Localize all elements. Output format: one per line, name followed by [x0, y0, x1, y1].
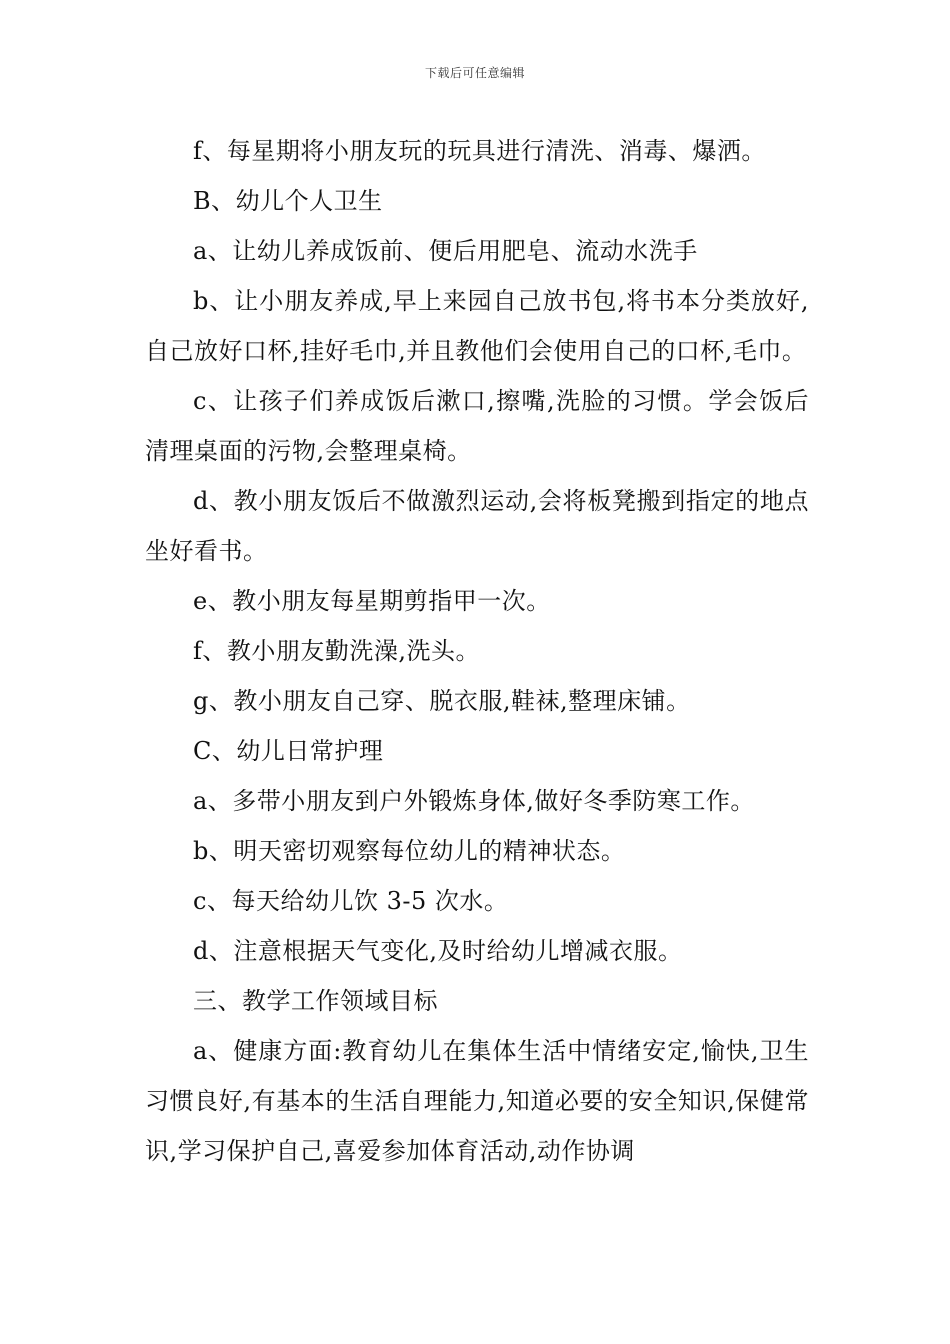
paragraph: g、教小朋友自己穿、脱衣服,鞋袜,整理床铺。 — [193, 687, 691, 715]
document-body — [145, 126, 809, 1176]
paragraph: d、教小朋友饭后不做激烈运动,会将板凳搬到指定的地点坐好看书。 — [145, 487, 809, 565]
paragraph: c、每天给幼儿饮 3-5 次水。 — [193, 887, 509, 915]
paragraph: a、让幼儿养成饭前、便后用肥皂、流动水洗手 — [193, 237, 698, 265]
section-heading: 三、教学工作领域目标 — [193, 987, 438, 1015]
paragraph: b、让小朋友养成,早上来园自己放书包,将书本分类放好,自己放好口杯,挂好毛巾,并且教他们会使用自己的口杯,毛巾。 — [145, 287, 809, 365]
paragraph: b、明天密切观察每位幼儿的精神状态。 — [193, 837, 626, 865]
paragraph: f、每星期将小朋友玩的玩具进行清洗、消毒、爆洒。 — [193, 137, 766, 165]
section-heading: C、幼儿日常护理 — [193, 737, 384, 765]
section-heading: B、幼儿个人卫生 — [193, 187, 383, 215]
paragraph: a、多带小朋友到户外锻炼身体,做好冬季防寒工作。 — [193, 787, 755, 815]
paragraph: a、健康方面:教育幼儿在集体生活中情绪安定,愉快,卫生习惯良好,有基本的生活自理能力,知道必要的安全知识,保健常识,学习保护自己,喜爱参加体育活动,动作协调 — [145, 1037, 809, 1165]
paragraph: c、让孩子们养成饭后漱口,擦嘴,洗脸的习惯。学会饭后清理桌面的污物,会整理桌椅。 — [145, 387, 809, 465]
paragraph: f、教小朋友勤洗澡,洗头。 — [193, 637, 481, 665]
paragraph: e、教小朋友每星期剪指甲一次。 — [193, 587, 551, 615]
page-header-note: 下载后可任意编辑 — [424, 66, 525, 80]
paragraph: d、注意根据天气变化,及时给幼儿增减衣服。 — [193, 937, 683, 965]
